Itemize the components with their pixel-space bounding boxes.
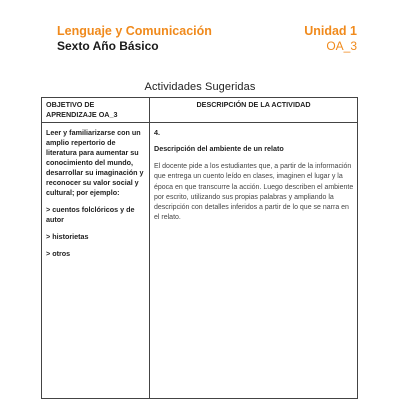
description-column-header: DESCRIPCIÓN DE LA ACTIVIDAD [196, 100, 311, 109]
subject-title: Lenguaje y Comunicación [57, 24, 212, 38]
objective-cell [46, 128, 148, 266]
objective-code: OA_3 [326, 39, 357, 53]
header-left [57, 24, 212, 54]
activity-table [41, 97, 358, 399]
unit-label: Unidad 1 [304, 24, 357, 38]
header-right [304, 24, 357, 54]
list-item: > cuentos folclóricos y de autor [46, 205, 135, 224]
objective-column-header: OBJETIVO DE APRENDIZAJE OA_3 [46, 100, 118, 119]
activity-cell [154, 128, 354, 224]
list-item: > historietas [46, 232, 89, 241]
header-row-divider [42, 122, 357, 123]
activity-number: 4. [154, 128, 160, 137]
section-title: Actividades Sugeridas [144, 81, 256, 93]
document-header [57, 24, 357, 56]
topic-list [46, 205, 148, 259]
activity-description: El docente pide a los estudiantes que, a partir de la información que entrega un cuento leído en clases, imaginen el lugar y la época en que transcurre la acción. Luego describen el ambiente por escrito, utilizando sus propias palabras y ampliando la descripción con detalles inferidos a partir de lo que se narra en el relato. [154, 163, 354, 222]
objective-text: Leer y familiarizarse con un amplio repertorio de literatura para aumentar su conocimiento del mundo, desarrollar su imaginación y reconocer su valor social y cultural; por ejemplo: [46, 128, 144, 197]
grade-label: Sexto Año Básico [57, 39, 159, 53]
column-divider [149, 98, 150, 398]
activity-title: Descripción del ambiente de un relato [154, 144, 284, 153]
list-item: > otros [46, 249, 71, 258]
